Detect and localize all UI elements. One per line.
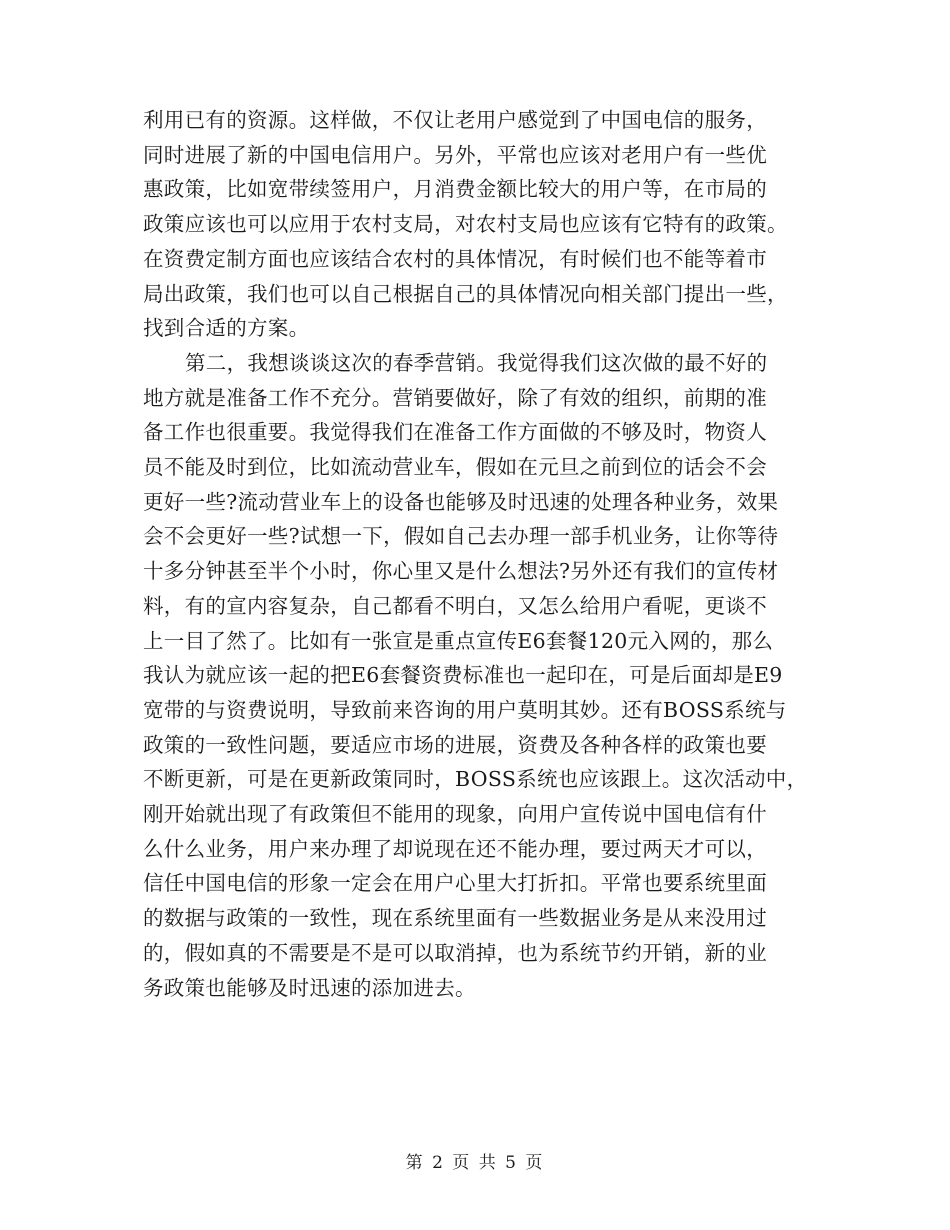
text-line: 地方就是准备工作不充分。营销要做好，除了有效的组织，前期的准 (143, 385, 767, 410)
text-line: 第二，我想谈谈这次的春季营销。我觉得我们这次做的最不好的 (185, 350, 768, 375)
text-line: 备工作也很重要。我觉得我们在准备工作方面做的不够及时，物资人 (143, 420, 767, 445)
text-line: 信任中国电信的形象一定会在用户心里大打折扣。平常也要系统里面 (143, 871, 767, 896)
text-line: 上一目了然了。比如有一张宣是重点宣传E6套餐120元入网的，那么 (143, 628, 774, 653)
text-line: 政策应该也可以应用于农村支局，对农村支局也应该有它特有的政策。 (143, 212, 788, 237)
text-line: 的数据与政策的一致性，现在系统里面有一些数据业务是从来没用过 (143, 906, 767, 931)
text-line: 么什么业务，用户来办理了却说现在还不能办理，要过两天才可以， (143, 836, 767, 861)
text-line: 务政策也能够及时迅速的添加进去。 (143, 975, 476, 1000)
text-line: 的，假如真的不需要是不是可以取消掉，也为系统节约开销，新的业 (143, 940, 767, 965)
text-line: 利用已有的资源。这样做，不仅让老用户感觉到了中国电信的服务， (143, 108, 767, 132)
text-line: 不断更新，可是在更新政策同时，BOSS系统也应该跟上。这次活动中， (143, 767, 808, 792)
text-line: 刚开始就出现了有政策但不能用的现象，向用户宣传说中国电信有什 (143, 802, 767, 827)
page-number-footer: 第 2 页 共 5 页 (405, 1153, 545, 1173)
text-line: 局出政策，我们也可以自己根据自己的具体情况向相关部门提出一些， (143, 281, 788, 306)
text-line: 员不能及时到位，比如流动营业车，假如在元旦之前到位的话会不会 (143, 455, 767, 480)
text-line: 宽带的与资费说明，导致前来咨询的用户莫明其妙。还有BOSS系统与 (143, 697, 787, 722)
text-line: 十多分钟甚至半个小时，你心里又是什么想法?另外还有我们的宣传材 (143, 559, 779, 584)
text-line: 惠政策，比如宽带续签用户，月消费金额比较大的用户等，在市局的 (143, 177, 767, 202)
text-line: 在资费定制方面也应该结合农村的具体情况，有时候们也不能等着市 (143, 246, 767, 271)
paragraph-1 (143, 103, 815, 346)
text-line: 找到合适的方案。 (143, 316, 310, 341)
text-line: 政策的一致性问题，要适应市场的进展，资费及各种各样的政策也要 (143, 732, 767, 757)
text-line: 料，有的宣内容复杂，自己都看不明白，又怎么给用户看呢，更谈不 (143, 593, 767, 618)
text-line: 同时进展了新的中国电信用户。另外，平常也应该对老用户有一些优 (143, 142, 767, 167)
paragraph-2 (143, 346, 815, 1005)
text-line: 会不会更好一些?试想一下，假如自己去办理一部手机业务，让你等待 (143, 524, 779, 549)
text-line: 更好一些?流动营业车上的设备也能够及时迅速的处理各种业务，效果 (143, 489, 779, 514)
text-line: 我认为就应该一起的把E6套餐资费标准也一起印在，可是后面却是E9 (143, 663, 783, 688)
document-body (143, 103, 815, 1005)
